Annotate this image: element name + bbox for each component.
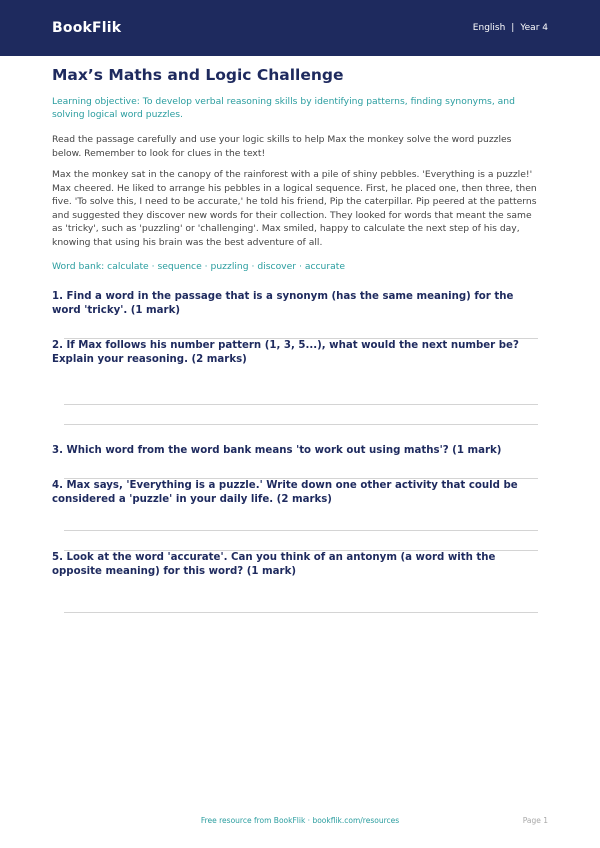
answer-line[interactable] xyxy=(64,530,538,531)
instructions: Read the passage carefully and use your logic skills to help Max the monkey solve the word puzzles below. Remember to look for clues in the text! xyxy=(52,134,512,159)
word-bank-word: puzzling xyxy=(210,261,249,272)
page-header xyxy=(0,0,600,56)
word-bank-word: discover xyxy=(257,261,297,272)
subject-label: English xyxy=(472,23,506,33)
answer-line[interactable] xyxy=(64,612,538,613)
header-meta xyxy=(473,23,548,33)
meta-separator: | xyxy=(511,23,515,33)
worksheet-content xyxy=(52,66,542,613)
word-bank-label: Word bank: xyxy=(52,261,108,272)
year-label: Year 4 xyxy=(520,23,548,33)
question-4: 4. Max says, 'Everything is a puzzle.' Write down one other activity that could be considered a 'puzzle' in your daily life. (2 marks) xyxy=(52,480,518,505)
question-5: 5. Look at the word 'accurate'. Can you think of an antonym (a word with the opposite meaning) for this word? (1 mark) xyxy=(52,552,496,577)
question-3: 3. Which word from the word bank means 'to work out using maths'? (1 mark) xyxy=(52,445,502,456)
answer-line[interactable] xyxy=(64,404,538,405)
word-bank-word: sequence xyxy=(157,261,202,272)
question-1: 1. Find a word in the passage that is a synonym (has the same meaning) for the word 'tricky'. (1 mark) xyxy=(52,291,514,316)
learning-objective: Learning objective: To develop verbal reasoning skills by identifying patterns, finding synonyms, and solving logical word puzzles. xyxy=(52,96,515,120)
word-bank-separator: · xyxy=(201,261,211,272)
word-bank-separator: · xyxy=(296,261,305,272)
word-bank xyxy=(52,261,542,272)
answer-line[interactable] xyxy=(64,424,538,425)
word-bank-word: calculate xyxy=(107,261,149,272)
footer-credit[interactable]: Free resource from BookFlik · bookflik.com/resources xyxy=(200,816,400,825)
word-bank-separator: · xyxy=(148,261,158,272)
word-bank-separator: · xyxy=(248,261,258,272)
page-number: Page 1 xyxy=(522,816,548,825)
reading-passage: Max the monkey sat in the canopy of the rainforest with a pile of shiny pebbles. 'Everything is a puzzle!' Max cheered. He liked to arrange his pebbles in a logical sequence. First, he placed one, then three, then five. 'To solve this, I need to be accurate,' he told his friend, Pip the caterpillar. Pip peered at the patterns and suggested they discover new words for their collection. They looked for words that meant the same as 'tricky', such as 'puzzling' or 'challenging'. Max smiled, happy to calculate the next step of his day, knowing that using his brain was the best adventure of all. xyxy=(52,169,537,248)
question-2: 2. If Max follows his number pattern (1, 3, 5...), what would the next number be? Explain your reasoning. (2 marks) xyxy=(52,340,519,365)
page-title: Max’s Maths and Logic Challenge xyxy=(52,66,344,84)
word-bank-word: accurate xyxy=(304,261,346,272)
brand-logo[interactable]: BookFlik xyxy=(52,20,122,36)
